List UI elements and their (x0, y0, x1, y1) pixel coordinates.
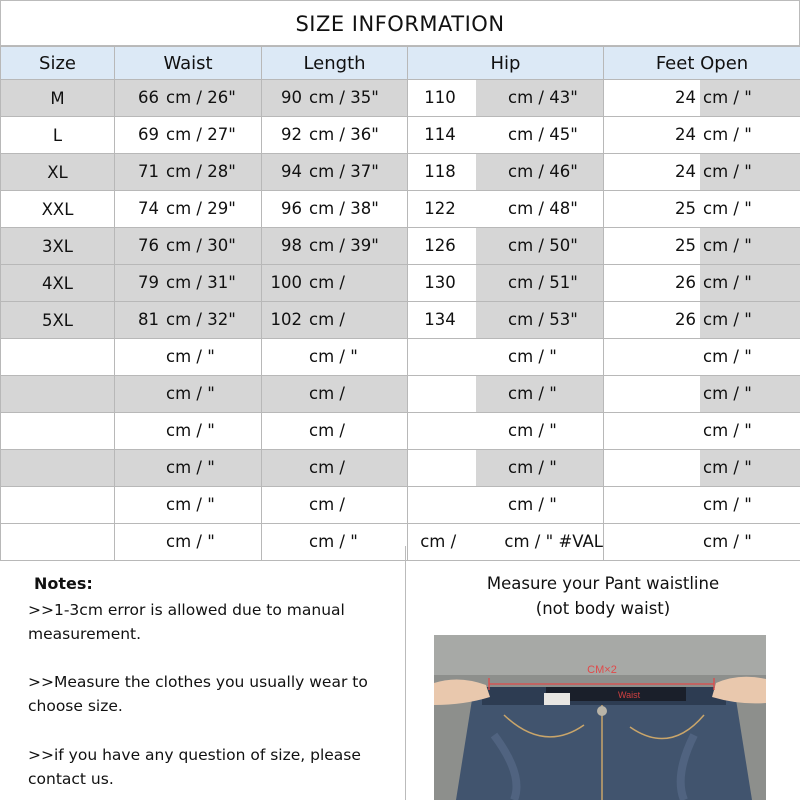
table-row (1, 265, 800, 302)
waist-value: 81 (115, 302, 163, 338)
hip-value: 122 (424, 199, 456, 218)
feet-open-value (604, 487, 700, 523)
waist-unit: cm / " (163, 376, 261, 412)
length-unit: cm / (306, 302, 407, 338)
hip-unit: cm / " #VAL (504, 532, 603, 551)
table-row (1, 413, 800, 450)
photo-waist-tag: Waist (618, 690, 641, 700)
size-cell: 4XL (1, 265, 115, 302)
length-value (262, 450, 306, 486)
feet-open-unit: cm / " (700, 265, 800, 301)
hip-unit: cm / 48" (508, 199, 578, 218)
header-feet-open: Feet Open (604, 47, 800, 80)
length-unit: cm / 38" (309, 199, 379, 218)
waist-value (115, 413, 163, 449)
hip-cell (408, 265, 604, 302)
size-cell: 5XL (1, 302, 115, 339)
hip-unit: cm / 50" (476, 228, 603, 264)
feet-open-unit: cm / " (703, 125, 752, 144)
length-value: 96 (281, 199, 302, 218)
length-cell (262, 80, 408, 117)
length-value: 94 (262, 154, 306, 190)
size-cell: 3XL (1, 228, 115, 265)
feet-open-cell (604, 265, 800, 302)
length-unit: cm / (309, 421, 345, 440)
waist-cell (115, 228, 262, 265)
table-row (1, 191, 800, 228)
length-unit: cm / 36" (309, 125, 379, 144)
feet-open-value: 24 (675, 88, 696, 107)
length-unit: cm / (306, 450, 407, 486)
hip-value: 114 (424, 125, 456, 144)
note-measure-clothes: >>Measure the clothes you usually wear to choose size. (28, 673, 368, 715)
waist-unit: cm / " (163, 450, 261, 486)
table-row (1, 302, 800, 339)
waist-value (115, 376, 163, 412)
measure-panel (406, 546, 800, 800)
header-size: Size (1, 47, 115, 80)
feet-open-value (604, 413, 700, 449)
waist-cell (115, 450, 262, 487)
waist-unit: cm / 30" (163, 228, 261, 264)
feet-open-cell (604, 80, 800, 117)
page-title: SIZE INFORMATION (0, 0, 800, 46)
length-unit: cm / " (309, 347, 358, 366)
waist-unit: cm / " (166, 421, 215, 440)
table-row (1, 487, 800, 524)
hip-value (408, 413, 476, 449)
table-row (1, 339, 800, 376)
waist-value (115, 487, 163, 523)
waist-cell (115, 191, 262, 228)
size-cell (1, 339, 115, 376)
header-hip: Hip (408, 47, 604, 80)
feet-open-cell (604, 154, 800, 191)
hip-unit: cm / 43" (476, 80, 603, 116)
length-cell (262, 302, 408, 339)
table-row (1, 117, 800, 154)
length-value (262, 339, 306, 375)
hip-unit: cm / 53" (476, 302, 603, 338)
feet-open-value: 25 (675, 199, 696, 218)
feet-open-cell (604, 339, 800, 376)
feet-open-value: 26 (675, 310, 696, 329)
length-unit: cm / 37" (306, 154, 407, 190)
table-row (1, 376, 800, 413)
table-header-row (1, 47, 800, 80)
waist-value: 69 (138, 125, 159, 144)
feet-open-unit: cm / " (700, 80, 800, 116)
length-unit: cm / (306, 376, 407, 412)
header-length: Length (262, 47, 408, 80)
hip-value (408, 450, 476, 486)
feet-open-unit: cm / " (700, 376, 800, 412)
length-unit: cm / " (309, 532, 358, 551)
waist-unit: cm / 32" (163, 302, 261, 338)
hip-unit: cm / " (508, 495, 557, 514)
hip-unit: cm / 45" (508, 125, 578, 144)
hip-value: 126 (424, 236, 456, 255)
notes-heading: Notes: (34, 574, 93, 593)
hip-unit: cm / " (508, 347, 557, 366)
hip-unit: cm / " (508, 421, 557, 440)
feet-open-unit: cm / " (703, 421, 752, 440)
feet-open-value: 25 (675, 236, 696, 255)
length-value: 90 (262, 80, 306, 116)
size-cell: L (1, 117, 115, 154)
size-cell: M (1, 80, 115, 117)
jeans-illustration (434, 635, 766, 800)
size-cell (1, 450, 115, 487)
hip-value: 118 (424, 162, 456, 181)
feet-open-unit: cm / " (703, 495, 752, 514)
waist-cell (115, 376, 262, 413)
hip-unit: cm / " (476, 450, 603, 486)
table-row (1, 154, 800, 191)
size-cell (1, 487, 115, 524)
length-value: 98 (262, 228, 306, 264)
hip-value (408, 339, 476, 375)
waist-cell (115, 302, 262, 339)
note-contact-us: >>if you have any question of size, please contact us. (28, 746, 361, 788)
feet-open-unit: cm / " (703, 347, 752, 366)
feet-open-cell (604, 117, 800, 154)
size-cell (1, 413, 115, 450)
notes-panel (0, 546, 406, 800)
feet-open-unit: cm / " (700, 302, 800, 338)
hip-cell (408, 487, 604, 524)
length-value: 102 (262, 302, 306, 338)
feet-open-value (604, 339, 700, 375)
feet-open-cell (604, 228, 800, 265)
length-unit: cm / 39" (306, 228, 407, 264)
hip-value: 134 (424, 310, 456, 329)
hip-value: cm / (420, 532, 457, 551)
length-unit: cm / (309, 495, 345, 514)
photo-measure-label: CM×2 (587, 664, 617, 676)
table-row (1, 450, 800, 487)
size-cell: XL (1, 154, 115, 191)
feet-open-cell (604, 191, 800, 228)
hip-cell (408, 376, 604, 413)
hip-cell (408, 191, 604, 228)
hip-value (408, 376, 476, 412)
hip-cell (408, 413, 604, 450)
feet-open-unit: cm / " (703, 199, 752, 218)
waist-cell (115, 117, 262, 154)
hip-unit: cm / " (476, 376, 603, 412)
hip-unit: cm / 51" (476, 265, 603, 301)
size-cell: XXL (1, 191, 115, 228)
table-row (1, 80, 800, 117)
waist-cell (115, 413, 262, 450)
hip-value: 110 (424, 88, 456, 107)
hip-cell (408, 228, 604, 265)
waist-unit: cm / " (166, 532, 215, 551)
feet-open-cell (604, 302, 800, 339)
feet-open-cell (604, 487, 800, 524)
hip-cell (408, 80, 604, 117)
hip-cell (408, 450, 604, 487)
note-error-allowance: >>1-3cm error is allowed due to manual measurement. (28, 601, 345, 643)
waist-unit: cm / 27" (166, 125, 236, 144)
hip-cell (408, 117, 604, 154)
length-value (262, 413, 306, 449)
feet-open-value: 24 (675, 162, 696, 181)
hip-cell (408, 339, 604, 376)
feet-open-unit: cm / " (703, 532, 752, 551)
feet-open-value (604, 376, 700, 412)
waist-unit: cm / 28" (163, 154, 261, 190)
feet-open-value: 26 (675, 273, 696, 292)
waist-value (115, 339, 163, 375)
waist-cell (115, 487, 262, 524)
waist-unit: cm / 26" (163, 80, 261, 116)
header-waist: Waist (115, 47, 262, 80)
waist-cell (115, 265, 262, 302)
length-cell (262, 376, 408, 413)
feet-open-cell (604, 413, 800, 450)
waist-value: 76 (115, 228, 163, 264)
waist-value: 66 (115, 80, 163, 116)
length-unit: cm / 35" (306, 80, 407, 116)
waist-value (115, 450, 163, 486)
measure-title: Measure your Pant waistline (486, 574, 720, 593)
waist-unit: cm / " (166, 495, 215, 514)
feet-open-cell (604, 450, 800, 487)
hip-cell (408, 302, 604, 339)
hip-value (408, 487, 476, 523)
length-cell (262, 450, 408, 487)
length-cell (262, 228, 408, 265)
waist-cell (115, 80, 262, 117)
size-table (0, 46, 800, 561)
waist-value: 74 (138, 199, 159, 218)
hip-cell (408, 154, 604, 191)
waist-cell (115, 154, 262, 191)
feet-open-value: 24 (675, 125, 696, 144)
waist-unit: cm / " (166, 347, 215, 366)
length-value: 92 (281, 125, 302, 144)
feet-open-unit: cm / " (700, 450, 800, 486)
waist-unit: cm / 29" (166, 199, 236, 218)
waist-value: 79 (115, 265, 163, 301)
feet-open-value (604, 450, 700, 486)
length-cell (262, 339, 408, 376)
length-value (262, 376, 306, 412)
length-cell (262, 413, 408, 450)
feet-open-unit: cm / " (700, 228, 800, 264)
waist-cell (115, 339, 262, 376)
length-cell (262, 191, 408, 228)
length-value: 100 (262, 265, 306, 301)
length-cell (262, 117, 408, 154)
length-unit: cm / (306, 265, 407, 301)
hip-unit: cm / 46" (476, 154, 603, 190)
length-cell (262, 487, 408, 524)
feet-open-unit: cm / " (700, 154, 800, 190)
hip-value: 130 (424, 273, 456, 292)
length-value (262, 487, 306, 523)
length-cell (262, 154, 408, 191)
length-cell (262, 265, 408, 302)
waist-value: 71 (115, 154, 163, 190)
jeans-waist-photo (434, 635, 766, 800)
size-cell (1, 376, 115, 413)
waist-unit: cm / 31" (163, 265, 261, 301)
measure-subtitle: (not body waist) (535, 599, 671, 618)
table-row (1, 228, 800, 265)
feet-open-cell (604, 376, 800, 413)
